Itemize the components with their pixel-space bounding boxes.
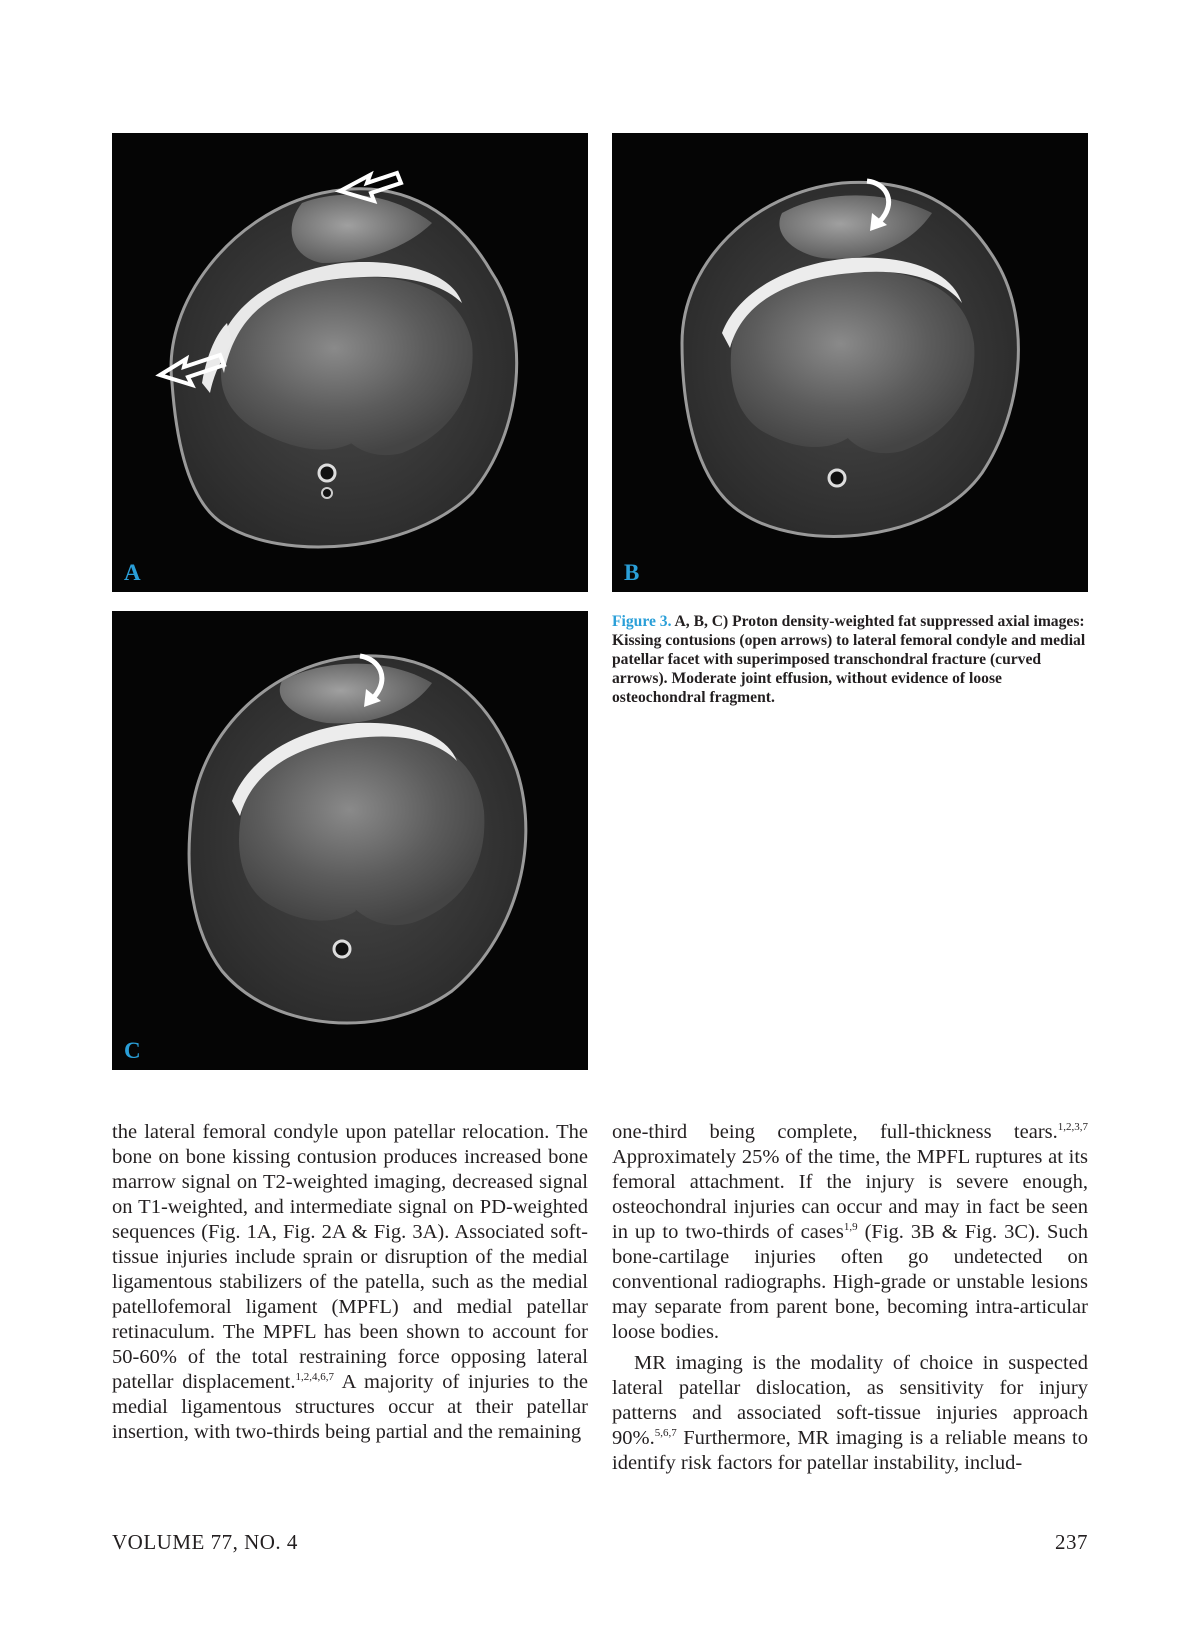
panel-letter-a: A <box>124 560 141 585</box>
body-column-right <box>612 1120 1088 1476</box>
paragraph <box>612 1351 1088 1476</box>
citation: 1,2,4,6,7 <box>295 1371 334 1383</box>
text-run: A majority of injuries to the medial ligamentous structures occur at their patellar insertion, with two-thirds being partial and the remaining <box>112 1371 588 1443</box>
mri-image-b <box>612 133 1088 592</box>
text-run: MR imaging is the modality of choice in suspected lateral patellar dislocation, as sensitivity for injury patterns and associated soft-tissue injuries approach 90%. <box>612 1352 1088 1449</box>
text-run: one-third being complete, full-thickness tears. <box>612 1121 1058 1143</box>
paragraph <box>612 1120 1088 1345</box>
mri-image-a <box>112 133 588 592</box>
text-run: Furthermore, MR imaging is a reliable means to identify risk factors for patellar instability, includ- <box>612 1427 1088 1474</box>
panel-letter-b: B <box>624 560 640 585</box>
citation: 5,6,7 <box>654 1427 677 1439</box>
body-column-left <box>112 1120 588 1445</box>
caption-text: A, B, C) Proton density-weighted fat suppressed axial images: Kissing contusions (open arrows) to lateral femoral condyle and medial patellar facet with superimposed transchondral fracture (curved arrows). Moderate joint effusion, without evidence of loose osteochondral fragment. <box>612 613 1086 706</box>
paragraph <box>112 1120 588 1445</box>
figure-label: Figure 3. <box>612 613 672 630</box>
figure-panel-b <box>612 133 1088 592</box>
page-number: 237 <box>1055 1530 1088 1554</box>
figure-panel-c <box>112 611 588 1070</box>
panel-letter-c: C <box>124 1038 141 1063</box>
journal-volume: VOLUME 77, NO. 4 <box>112 1530 298 1554</box>
citation: 1,2,3,7 <box>1057 1121 1088 1133</box>
figure-caption <box>612 612 1088 707</box>
mri-image-c <box>112 611 588 1070</box>
text-run: the lateral femoral condyle upon patellar relocation. The bone on bone kissing contusion produces increased bone marrow signal on T2-weighted imaging, decreased signal on T1-weighted, and intermediate signal on PD-weighted sequences (Fig. 1A, Fig. 2A & Fig. 3A). Associated soft-tissue injuries include sprain or disruption of the medial ligamentous stabilizers of the patella, such as the medial patellofemoral ligament (MPFL) and medial patellar retinaculum. The MPFL has been shown to account for 50-60% of the total restraining force opposing lateral patellar displacement. <box>112 1121 588 1393</box>
figure-panel-a <box>112 133 588 592</box>
text-run: (Fig. 3B & Fig. 3C). Such bone-cartilage injuries often go undetected on conventional radiographs. High-grade or unstable lesions may separate from parent bone, becoming intra-articular loose bodies. <box>612 1221 1088 1343</box>
text-run: Approximately 25% of the time, the MPFL ruptures at its femoral attachment. If the injury is severe enough, osteochondral injuries can occur and may in fact be seen in up to two-thirds of cases <box>612 1146 1088 1243</box>
citation: 1,9 <box>843 1221 858 1233</box>
